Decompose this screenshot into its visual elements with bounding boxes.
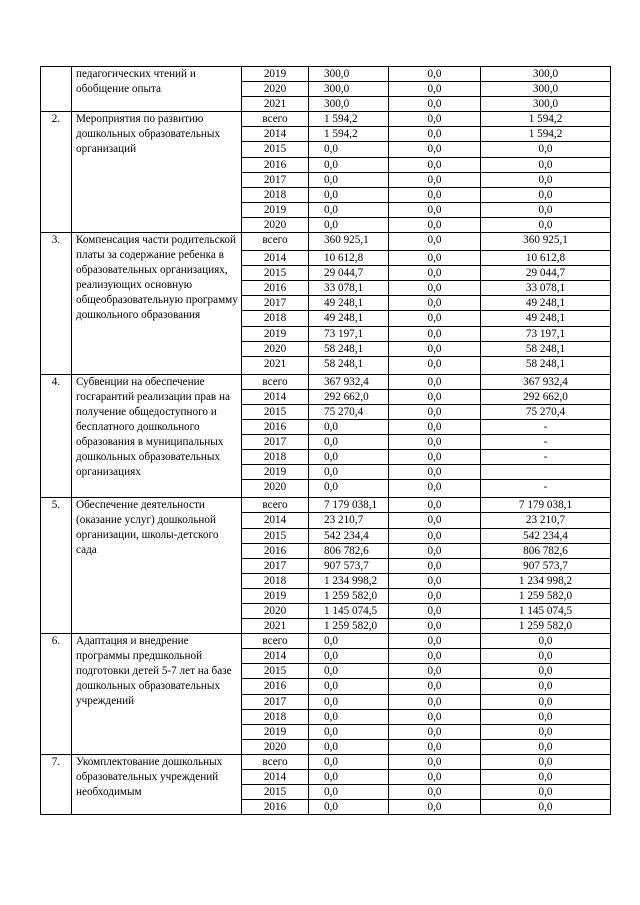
year-cell: 2018 (242, 187, 309, 202)
amount-local-cell: 1 234 998,2 (481, 573, 611, 588)
year-cell: 2020 (242, 217, 309, 232)
year-cell: 2019 (242, 202, 309, 217)
amount-total-cell: 542 234,4 (309, 528, 389, 543)
amount-federal-cell: 0,0 (389, 404, 481, 419)
year-cell: 2014 (242, 513, 309, 528)
table-row (41, 112, 611, 127)
amount-total-cell: 300,0 (309, 67, 389, 82)
section-number (41, 67, 72, 112)
amount-federal-cell: 0,0 (389, 664, 481, 679)
amount-total-cell: 29 044,7 (309, 266, 389, 281)
amount-total-cell: 58 248,1 (309, 356, 389, 374)
section-number: 3. (41, 233, 72, 375)
amount-local-cell: 1 594,2 (481, 112, 611, 127)
year-cell: 2015 (242, 785, 309, 800)
amount-federal-cell: 0,0 (389, 233, 481, 251)
amount-local-cell: 0,0 (481, 142, 611, 157)
amount-local-cell (481, 465, 611, 480)
year-cell: 2019 (242, 588, 309, 603)
amount-total-cell: 0,0 (309, 770, 389, 785)
table-row (41, 754, 611, 769)
year-cell: 2018 (242, 709, 309, 724)
amount-total-cell: 0,0 (309, 172, 389, 187)
amount-federal-cell: 0,0 (389, 112, 481, 127)
amount-total-cell: 0,0 (309, 435, 389, 450)
section-number: 2. (41, 112, 72, 233)
year-cell: всего (242, 754, 309, 769)
amount-local-cell: 10 612,8 (481, 251, 611, 266)
year-cell: 2015 (242, 404, 309, 419)
year-cell: 2019 (242, 67, 309, 82)
amount-total-cell: 0,0 (309, 419, 389, 434)
year-cell: 2014 (242, 127, 309, 142)
year-cell: всего (242, 112, 309, 127)
year-cell: всего (242, 498, 309, 513)
amount-total-cell: 1 259 582,0 (309, 619, 389, 634)
amount-federal-cell: 0,0 (389, 785, 481, 800)
year-cell: 2021 (242, 97, 309, 112)
amount-local-cell: 0,0 (481, 694, 611, 709)
year-cell: 2018 (242, 311, 309, 326)
amount-local-cell: 1 145 074,5 (481, 604, 611, 619)
amount-total-cell: 33 078,1 (309, 281, 389, 296)
amount-local-cell: 0,0 (481, 770, 611, 785)
amount-total-cell: 0,0 (309, 724, 389, 739)
amount-federal-cell: 0,0 (389, 588, 481, 603)
amount-total-cell: 0,0 (309, 649, 389, 664)
year-cell: 2020 (242, 82, 309, 97)
year-cell: 2018 (242, 573, 309, 588)
amount-local-cell: 367 932,4 (481, 374, 611, 389)
amount-total-cell: 806 782,6 (309, 543, 389, 558)
year-cell: 2016 (242, 543, 309, 558)
amount-total-cell: 0,0 (309, 634, 389, 649)
year-cell: 2017 (242, 172, 309, 187)
section-number: 5. (41, 498, 72, 634)
amount-local-cell: 0,0 (481, 679, 611, 694)
amount-federal-cell: 0,0 (389, 573, 481, 588)
amount-federal-cell: 0,0 (389, 739, 481, 754)
amount-federal-cell: 0,0 (389, 558, 481, 573)
year-cell: 2019 (242, 326, 309, 341)
section-title: Компенсация части родительской платы за содержание ребенка в образовательных организациях, реализующих основную общеобразовательную программу дошкольного образования (72, 233, 242, 375)
amount-total-cell: 0,0 (309, 709, 389, 724)
amount-local-cell: 0,0 (481, 739, 611, 754)
amount-local-cell: 75 270,4 (481, 404, 611, 419)
year-cell: всего (242, 233, 309, 251)
year-cell: всего (242, 374, 309, 389)
amount-local-cell: 0,0 (481, 172, 611, 187)
year-cell: всего (242, 634, 309, 649)
amount-total-cell: 23 210,7 (309, 513, 389, 528)
year-cell: 2020 (242, 341, 309, 356)
amount-local-cell: 29 044,7 (481, 266, 611, 281)
amount-local-cell: 1 259 582,0 (481, 588, 611, 603)
amount-total-cell: 49 248,1 (309, 311, 389, 326)
amount-local-cell: 33 078,1 (481, 281, 611, 296)
amount-local-cell: 0,0 (481, 649, 611, 664)
section-number: 6. (41, 634, 72, 755)
amount-federal-cell: 0,0 (389, 127, 481, 142)
year-cell: 2019 (242, 724, 309, 739)
amount-total-cell: 0,0 (309, 157, 389, 172)
amount-federal-cell: 0,0 (389, 604, 481, 619)
amount-total-cell: 292 662,0 (309, 389, 389, 404)
amount-total-cell: 1 145 074,5 (309, 604, 389, 619)
amount-local-cell: 23 210,7 (481, 513, 611, 528)
amount-total-cell: 0,0 (309, 664, 389, 679)
table-row (41, 67, 611, 82)
amount-local-cell: - (481, 450, 611, 465)
amount-federal-cell: 0,0 (389, 142, 481, 157)
amount-federal-cell: 0,0 (389, 528, 481, 543)
amount-total-cell: 1 259 582,0 (309, 588, 389, 603)
amount-local-cell: 300,0 (481, 82, 611, 97)
amount-total-cell: 0,0 (309, 754, 389, 769)
amount-total-cell: 360 925,1 (309, 233, 389, 251)
year-cell: 2017 (242, 435, 309, 450)
amount-total-cell: 0,0 (309, 739, 389, 754)
year-cell: 2015 (242, 528, 309, 543)
amount-federal-cell: 0,0 (389, 281, 481, 296)
year-cell: 2016 (242, 800, 309, 815)
amount-local-cell: 0,0 (481, 187, 611, 202)
amount-local-cell: 0,0 (481, 202, 611, 217)
budget-table (40, 66, 611, 815)
amount-total-cell: 75 270,4 (309, 404, 389, 419)
amount-local-cell: 1 259 582,0 (481, 619, 611, 634)
amount-local-cell: 0,0 (481, 785, 611, 800)
amount-federal-cell: 0,0 (389, 251, 481, 266)
section-number: 7. (41, 754, 72, 814)
amount-local-cell: - (481, 435, 611, 450)
amount-federal-cell: 0,0 (389, 296, 481, 311)
amount-local-cell: 0,0 (481, 157, 611, 172)
amount-local-cell: 49 248,1 (481, 296, 611, 311)
amount-local-cell: 0,0 (481, 709, 611, 724)
amount-federal-cell: 0,0 (389, 450, 481, 465)
amount-local-cell: 0,0 (481, 634, 611, 649)
amount-total-cell: 1 234 998,2 (309, 573, 389, 588)
amount-federal-cell: 0,0 (389, 97, 481, 112)
amount-federal-cell: 0,0 (389, 543, 481, 558)
amount-total-cell: 0,0 (309, 465, 389, 480)
amount-federal-cell: 0,0 (389, 498, 481, 513)
amount-federal-cell: 0,0 (389, 435, 481, 450)
amount-total-cell: 49 248,1 (309, 296, 389, 311)
amount-federal-cell: 0,0 (389, 634, 481, 649)
year-cell: 2015 (242, 266, 309, 281)
amount-local-cell: 58 248,1 (481, 341, 611, 356)
year-cell: 2014 (242, 649, 309, 664)
amount-federal-cell: 0,0 (389, 389, 481, 404)
amount-total-cell: 0,0 (309, 785, 389, 800)
amount-federal-cell: 0,0 (389, 311, 481, 326)
amount-federal-cell: 0,0 (389, 187, 481, 202)
amount-total-cell: 0,0 (309, 679, 389, 694)
amount-federal-cell: 0,0 (389, 172, 481, 187)
amount-federal-cell: 0,0 (389, 374, 481, 389)
table-body (41, 67, 611, 815)
year-cell: 2015 (242, 142, 309, 157)
amount-local-cell: 907 573,7 (481, 558, 611, 573)
amount-total-cell: 907 573,7 (309, 558, 389, 573)
year-cell: 2016 (242, 281, 309, 296)
amount-total-cell: 73 197,1 (309, 326, 389, 341)
section-title: Адаптация и внедрение программы предшкольной подготовки детей 5-7 лет на базе дошкольных образовательных учреждений (72, 634, 242, 755)
section-title: Укомплектование дошкольных образовательных учреждений необходимым (72, 754, 242, 814)
amount-federal-cell: 0,0 (389, 480, 481, 498)
amount-federal-cell: 0,0 (389, 694, 481, 709)
table-row (41, 498, 611, 513)
year-cell: 2016 (242, 419, 309, 434)
amount-federal-cell: 0,0 (389, 649, 481, 664)
year-cell: 2016 (242, 157, 309, 172)
amount-local-cell: 0,0 (481, 800, 611, 815)
year-cell: 2018 (242, 450, 309, 465)
amount-total-cell: 0,0 (309, 480, 389, 498)
section-title: Мероприятия по развитию дошкольных образовательных организаций (72, 112, 242, 233)
amount-local-cell: 0,0 (481, 217, 611, 232)
amount-local-cell: 806 782,6 (481, 543, 611, 558)
section-title: Обеспечение деятельности (оказание услуг) дошкольной организации, школы-детского сада (72, 498, 242, 634)
table-row (41, 374, 611, 389)
amount-total-cell: 300,0 (309, 97, 389, 112)
amount-local-cell: 49 248,1 (481, 311, 611, 326)
year-cell: 2014 (242, 770, 309, 785)
amount-federal-cell: 0,0 (389, 800, 481, 815)
amount-federal-cell: 0,0 (389, 82, 481, 97)
amount-federal-cell: 0,0 (389, 217, 481, 232)
section-title: педагогических чтений и обобщение опыта (72, 67, 242, 112)
amount-total-cell: 0,0 (309, 217, 389, 232)
year-cell: 2021 (242, 356, 309, 374)
amount-federal-cell: 0,0 (389, 679, 481, 694)
amount-local-cell: 1 594,2 (481, 127, 611, 142)
amount-local-cell: 0,0 (481, 724, 611, 739)
amount-total-cell: 1 594,2 (309, 127, 389, 142)
amount-local-cell: 7 179 038,1 (481, 498, 611, 513)
amount-total-cell: 7 179 038,1 (309, 498, 389, 513)
amount-local-cell: 292 662,0 (481, 389, 611, 404)
year-cell: 2019 (242, 465, 309, 480)
amount-federal-cell: 0,0 (389, 67, 481, 82)
amount-local-cell: 542 234,4 (481, 528, 611, 543)
table-row (41, 233, 611, 251)
table-row (41, 634, 611, 649)
amount-local-cell: 58 248,1 (481, 356, 611, 374)
year-cell: 2017 (242, 296, 309, 311)
amount-federal-cell: 0,0 (389, 419, 481, 434)
amount-federal-cell: 0,0 (389, 724, 481, 739)
amount-federal-cell: 0,0 (389, 202, 481, 217)
amount-total-cell: 0,0 (309, 450, 389, 465)
year-cell: 2020 (242, 604, 309, 619)
amount-federal-cell: 0,0 (389, 465, 481, 480)
amount-total-cell: 0,0 (309, 694, 389, 709)
section-title: Субвенции на обеспечение госгарантий реализации прав на получение общедоступного и бесплатного дошкольного образования в муниципальных дошкольных образовательных организациях (72, 374, 242, 498)
amount-federal-cell: 0,0 (389, 513, 481, 528)
amount-federal-cell: 0,0 (389, 619, 481, 634)
amount-federal-cell: 0,0 (389, 770, 481, 785)
amount-local-cell: 73 197,1 (481, 326, 611, 341)
year-cell: 2021 (242, 619, 309, 634)
amount-federal-cell: 0,0 (389, 754, 481, 769)
amount-federal-cell: 0,0 (389, 266, 481, 281)
amount-total-cell: 367 932,4 (309, 374, 389, 389)
year-cell: 2014 (242, 389, 309, 404)
year-cell: 2020 (242, 739, 309, 754)
section-number: 4. (41, 374, 72, 498)
amount-federal-cell: 0,0 (389, 356, 481, 374)
amount-local-cell: 0,0 (481, 664, 611, 679)
amount-local-cell: 360 925,1 (481, 233, 611, 251)
amount-local-cell: 300,0 (481, 97, 611, 112)
year-cell: 2017 (242, 558, 309, 573)
year-cell: 2014 (242, 251, 309, 266)
year-cell: 2015 (242, 664, 309, 679)
amount-total-cell: 1 594,2 (309, 112, 389, 127)
year-cell: 2016 (242, 679, 309, 694)
amount-local-cell: 300,0 (481, 67, 611, 82)
amount-federal-cell: 0,0 (389, 326, 481, 341)
amount-local-cell: - (481, 419, 611, 434)
year-cell: 2020 (242, 480, 309, 498)
amount-federal-cell: 0,0 (389, 341, 481, 356)
amount-local-cell: - (481, 480, 611, 498)
amount-total-cell: 0,0 (309, 202, 389, 217)
amount-total-cell: 58 248,1 (309, 341, 389, 356)
amount-total-cell: 0,0 (309, 142, 389, 157)
amount-total-cell: 0,0 (309, 187, 389, 202)
amount-federal-cell: 0,0 (389, 709, 481, 724)
amount-total-cell: 0,0 (309, 800, 389, 815)
amount-federal-cell: 0,0 (389, 157, 481, 172)
amount-local-cell: 0,0 (481, 754, 611, 769)
amount-total-cell: 300,0 (309, 82, 389, 97)
amount-total-cell: 10 612,8 (309, 251, 389, 266)
year-cell: 2017 (242, 694, 309, 709)
